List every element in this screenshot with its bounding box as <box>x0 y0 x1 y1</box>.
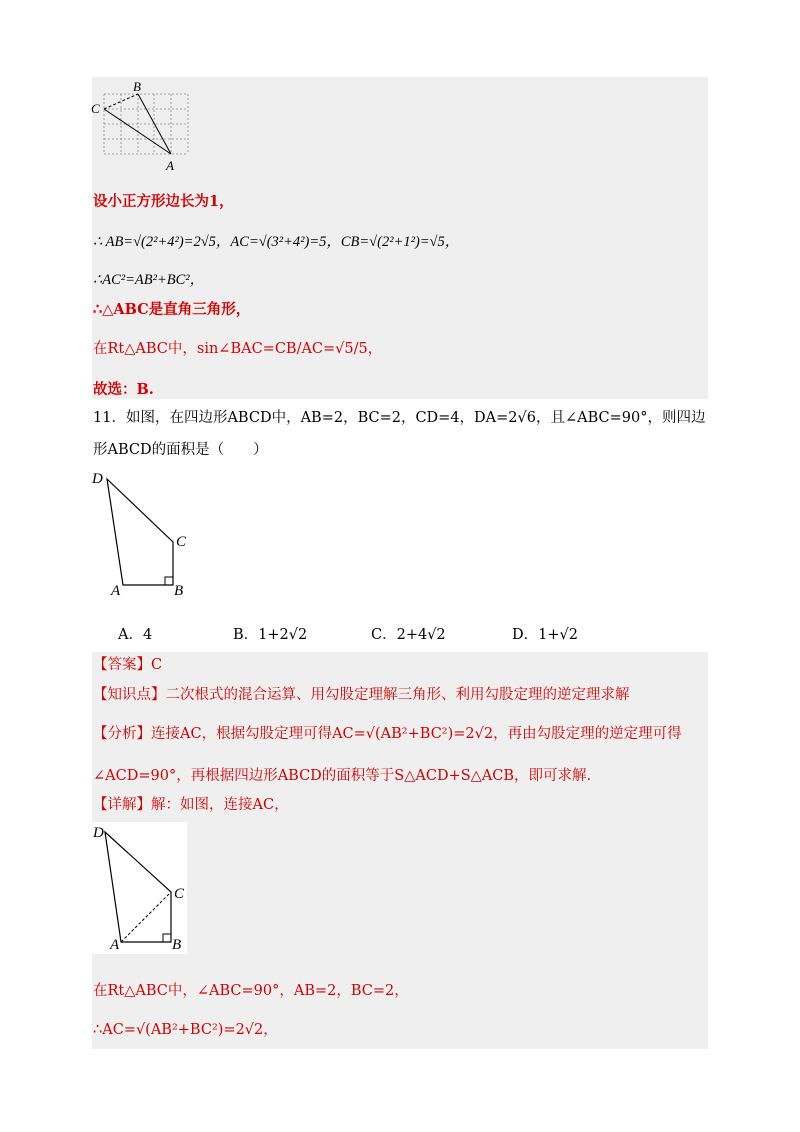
grid-lines <box>104 94 188 154</box>
label-c: C <box>174 886 185 902</box>
answer-line: 【答案】C <box>93 657 163 673</box>
analysis-line-2: ∠ACD=90°，再根据四边形ABCD的面积等于S△ACD+S△ACB，即可求解. <box>93 768 592 784</box>
solution-line-4: ∴△ABC是直角三角形， <box>93 301 251 318</box>
quad-outline <box>107 479 173 585</box>
option-d: D．1+√2 <box>512 627 578 643</box>
question-line-2: 形ABCD的面积是（ ） <box>93 442 268 458</box>
detail-line-2: 在Rt△ABC中，∠ABC=90°，AB=2，BC=2， <box>93 983 409 999</box>
label-a: A <box>111 583 121 599</box>
segment-ba <box>138 94 171 154</box>
label-b: B <box>174 583 184 599</box>
label-d: D <box>93 825 104 841</box>
grid-triangle-figure <box>90 78 200 176</box>
solution-line-2: ∴ AB=√(2²+4²)=2√5，AC=√(3²+4²)=5，CB=√(2²+1²)=√5， <box>93 234 460 250</box>
label-c: C <box>91 101 100 116</box>
solution-line-5: 在Rt△ABC中，sin∠BAC=CB/AC=√5/5， <box>93 341 383 357</box>
option-c: C．2+4√2 <box>371 627 446 643</box>
solution-line-6: 故选：B. <box>93 381 154 398</box>
quadrilateral-figure <box>90 465 200 600</box>
question-line-1: 11．如图，在四边形ABCD中，AB=2，BC=2，CD=4，DA=2√6，且∠ABC=90°，则四边 <box>93 410 706 426</box>
label-b: B <box>172 937 182 953</box>
segment-ca <box>104 109 171 154</box>
right-angle-mark <box>163 934 171 942</box>
solution-line-3: ∴AC²=AB²+BC²， <box>93 272 205 288</box>
option-b: B．1+2√2 <box>233 627 308 643</box>
analysis-line-1: 【分析】连接AC，根据勾股定理可得AC=√(AB²+BC²)=2√2，再由勾股定理的逆定理可得 <box>93 726 682 742</box>
quadrilateral-figure-with-ac <box>92 822 187 954</box>
label-a: A <box>110 937 120 953</box>
right-angle-mark <box>165 577 173 585</box>
option-a: A．4 <box>118 627 153 643</box>
knowledge-line: 【知识点】二次根式的混合运算、用勾股定理解三角形、利用勾股定理的逆定理求解 <box>93 687 630 703</box>
label-b: B <box>133 79 141 94</box>
solution-line-1: 设小正方形边长为1， <box>93 193 234 210</box>
label-d: D <box>92 471 103 487</box>
label-c: C <box>176 534 187 550</box>
detail-line-3: ∴AC=√(AB²+BC²)=2√2， <box>93 1022 278 1038</box>
label-a: A <box>166 158 174 173</box>
detail-line-1: 【详解】解：如图，连接AC， <box>93 797 289 813</box>
quad-outline <box>105 832 171 942</box>
